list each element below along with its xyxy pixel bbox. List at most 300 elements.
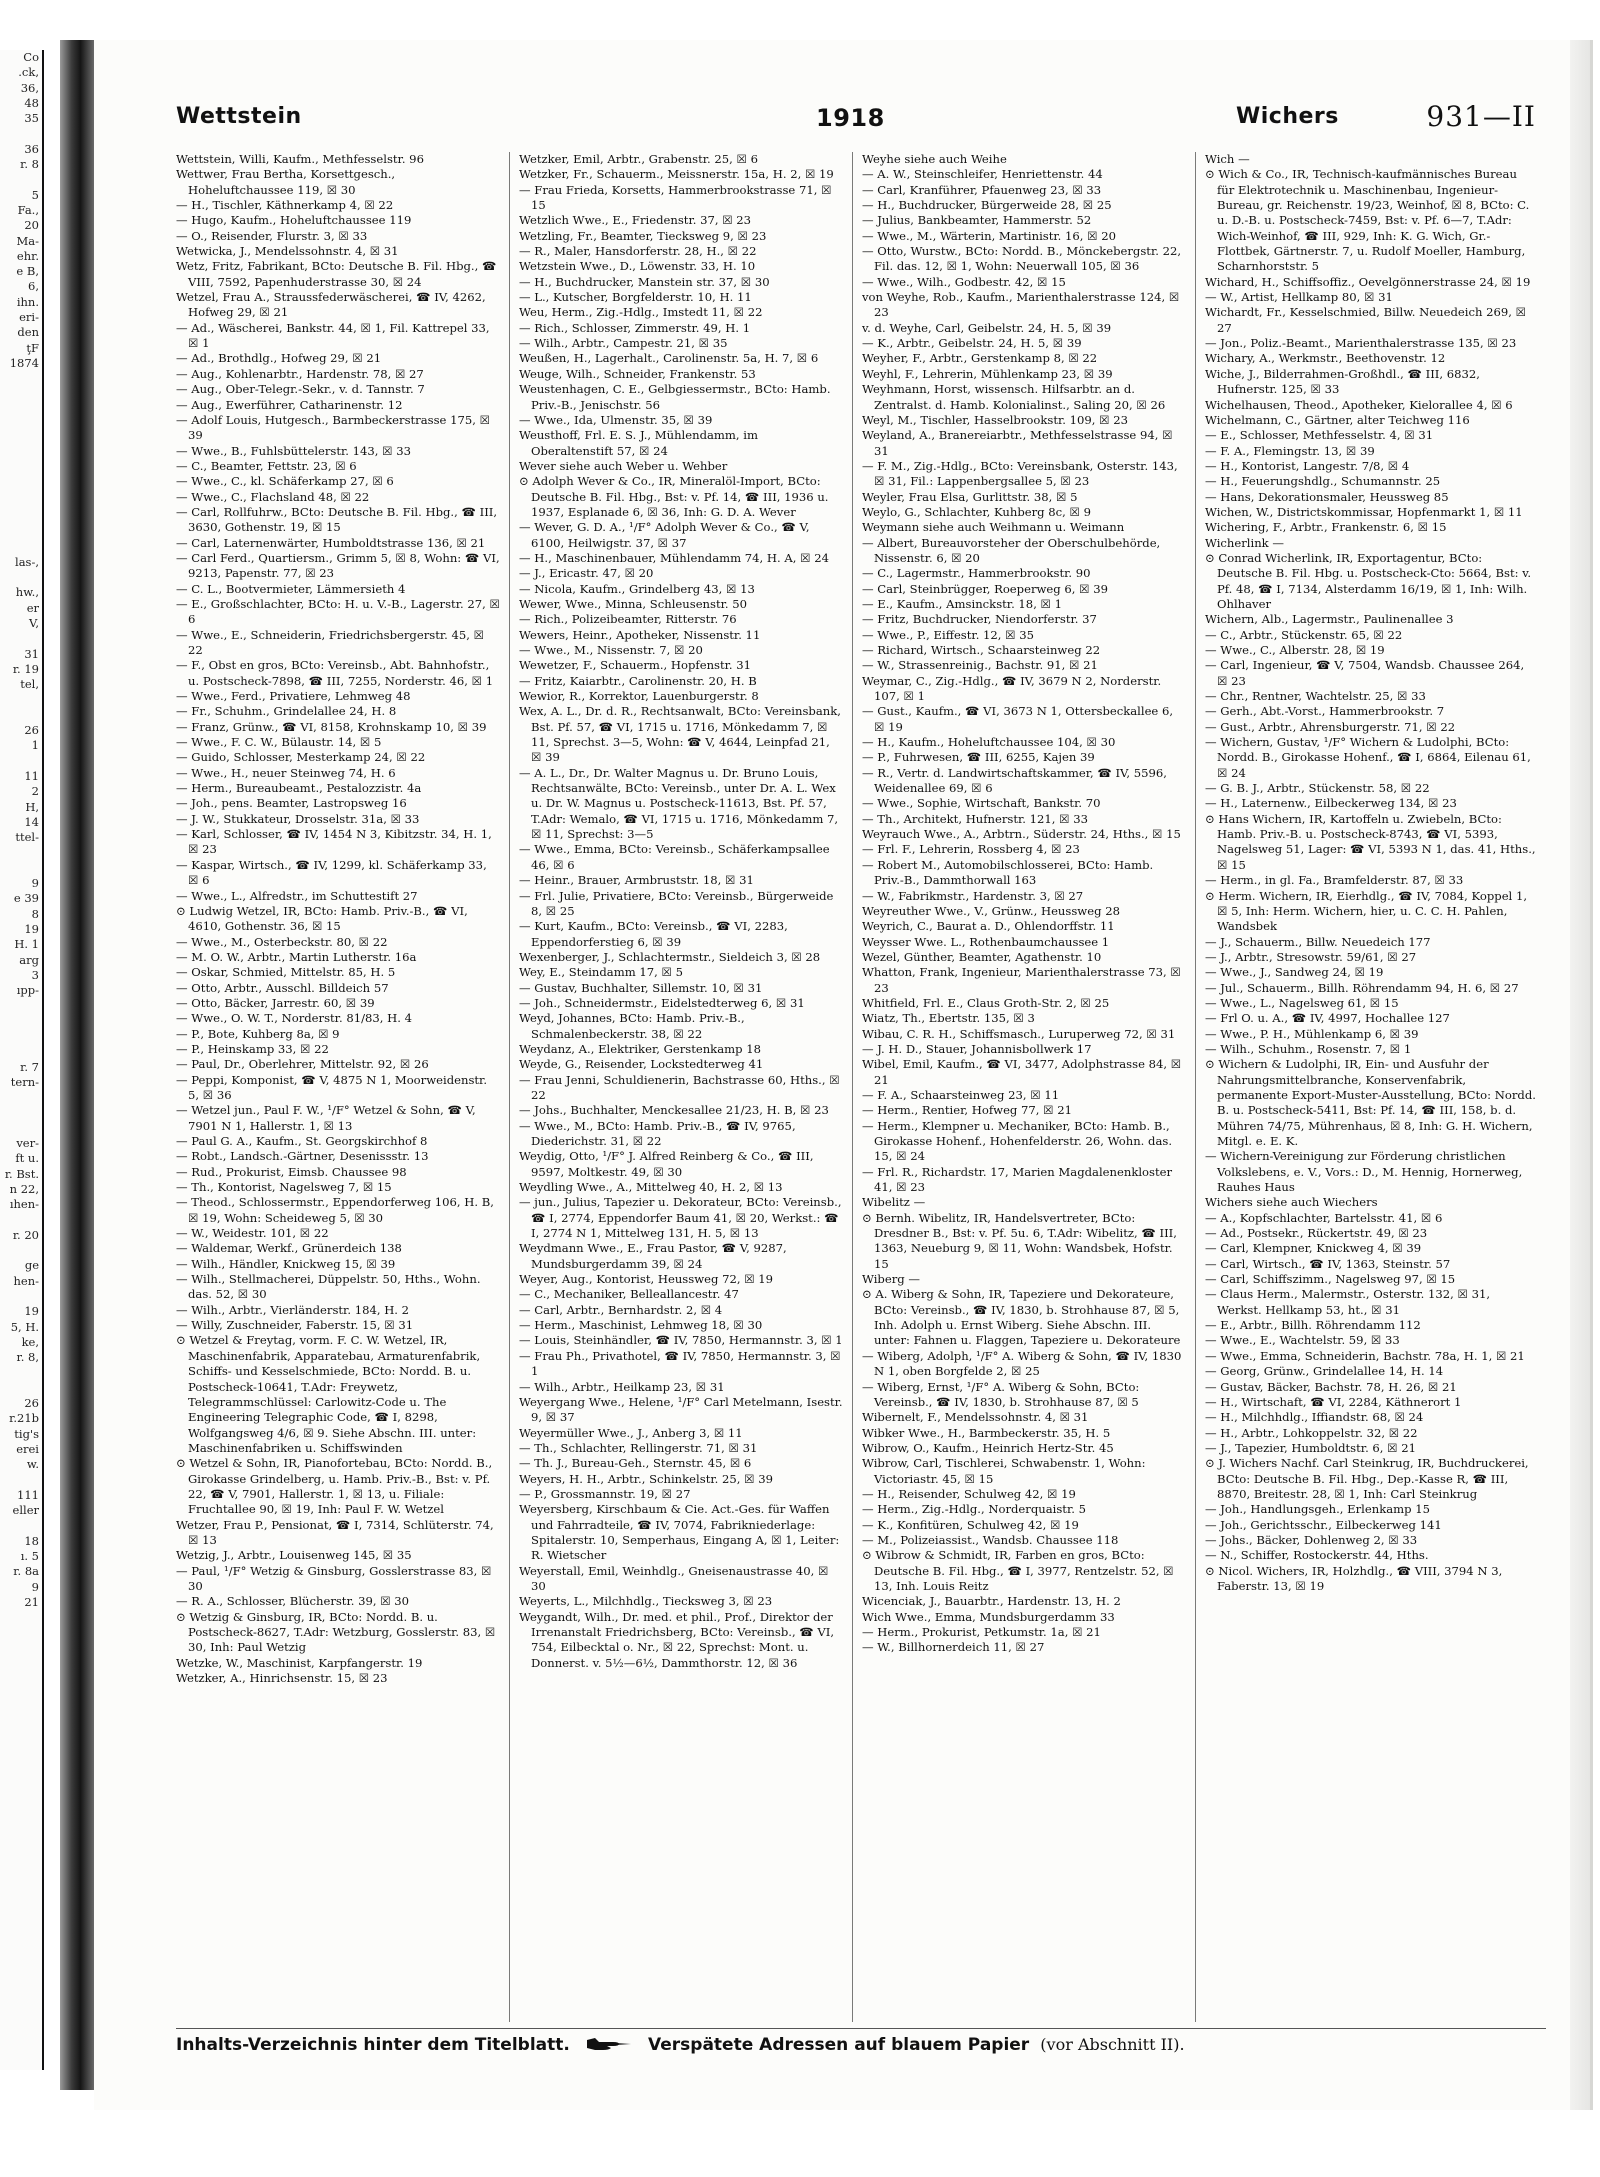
directory-entry: — Wwe., M., BCto: Hamb. Priv.-B., ☎ IV, 9765, Diederichstr. 31, ☒ 22 [519, 1118, 796, 1148]
directory-entry: Wichen, W., Districtskommissar, Hopfenmarkt 1, ☒ 11 [1205, 504, 1523, 519]
directory-entry: — Wwe., M., Osterbeckstr. 80, ☒ 22 [176, 934, 388, 949]
directory-entry: — Wwe., L., Alfredstr., im Schuttestift 27 [176, 888, 418, 903]
directory-entry: — Wwe., Sophie, Wirtschaft, Bankstr. 70 [862, 796, 1101, 811]
directory-entry: — Herm., Klempner u. Mechaniker, BCto: Hamb. B., Girokasse Hohenf., Hohenfelderstr. 26, Wohn. das. 15, ☒ 24 [862, 1118, 1173, 1164]
directory-entry: — O., Reisender, Flurstr. 3, ☒ 33 [176, 228, 368, 243]
directory-entry: Wetz, Fritz, Fabrikant, BCto: Deutsche B. Fil. Hbg., ☎ VIII, 7592, Papenhuderstrasse 30, ☒ 24 [176, 259, 497, 289]
header-left-keyword: Wettstein [176, 104, 302, 129]
previous-page-fragment [0, 754, 42, 769]
book-gutter [60, 40, 94, 2090]
directory-entry: — Albert, Bureauvorsteher der Oberschulbehörde, Nissenstr. 6, ☒ 20 [862, 535, 1161, 565]
previous-page-fragment: ver- [16, 1136, 39, 1151]
directory-entry: — Th., Schlachter, Rellingerstr. 71, ☒ 31 [519, 1440, 758, 1455]
directory-entry: — Herm., Zig.-Hdlg., Norderquaistr. 5 [862, 1502, 1086, 1517]
directory-entry: — Oskar, Schmied, Mittelstr. 85, H. 5 [176, 965, 396, 980]
column-2 [519, 152, 843, 2022]
directory-entry: — H., Kontorist, Langestr. 7/8, ☒ 4 [1205, 458, 1410, 473]
previous-page-fragment: 1874 [9, 355, 39, 370]
directory-entry: Weymar, C., Zig.-Hdlg., ☎ IV, 3679 N 2, Norderstr. 107, ☒ 1 [862, 673, 1162, 704]
directory-entry: — J. W., Stukkateur, Drosselstr. 31a, ☒ 33 [176, 811, 420, 826]
previous-page-fragment: ıpp- [16, 983, 39, 998]
directory-entry: — W., Fabrikmstr., Hardenstr. 3, ☒ 27 [862, 888, 1084, 903]
directory-entry: — Wilh., Schuhm., Rosenstr. 7, ☒ 1 [1205, 1041, 1412, 1056]
directory-entry: Wichern, Alb., Lagermstr., Paulinenallee 3 [1205, 612, 1454, 627]
directory-entry: Weyhe siehe auch Weihe [862, 152, 1007, 166]
directory-entry: Wetzstein Wwe., D., Löwenstr. 33, H. 10 [519, 259, 756, 274]
previous-page-fragment [0, 1029, 42, 1044]
directory-entry: Weysser Wwe. L., Rothenbaumchaussee 1 [862, 934, 1110, 949]
directory-entry: — A. L., Dr., Dr. Walter Magnus u. Dr. Bruno Louis, Rechtsanwälte, BCto: Vereinsb., unter Dr. A. L. Wex u. Dr. W. Magnus u. Postscheck-11613, Bst. Pf. 57, T.Adr: Wemalo, ☎ VI, 1715 u. 1716, Mönkedamm 7, ☒ 11, Sprechst: 3—5 [519, 765, 839, 842]
directory-entry: — Joh., Handlungsgeh., Erlenkamp 15 [1205, 1502, 1430, 1517]
previous-page-fragment: H, [25, 799, 39, 814]
previous-page-fragment: 31 [24, 646, 39, 661]
header-right-keyword: Wichers [1236, 104, 1339, 129]
previous-page-fragment: ihn. [16, 294, 39, 309]
previous-page-fragment [0, 708, 42, 723]
directory-entry: — Otto, Bäcker, Jarrestr. 60, ☒ 39 [176, 995, 375, 1010]
directory-entry: — Wwe., J., Sandweg 24, ☒ 19 [1205, 965, 1384, 980]
directory-entry: Weyde, G., Reisender, Lockstedterweg 41 [519, 1057, 764, 1072]
directory-entry: ⊙ Wetzel & Freytag, vorm. F. C. W. Wetzel, IR, Maschinenfabrik, Apparatebau, Armaturenfabrik, Schiffs- und Kesselschmiede, BCto: Nordd. B. u. Postscheck-10641, T.Adr: Freywetz, Telegrammschlüssel: Carlowitz-Code u. The Engineering Telegraphic Code, ☎ I, 8298, Wolfgangsweg 4/6, ☒ 9. Siehe Abschn. III. unter: Maschinenfabriken u. Schiffswinden [176, 1333, 481, 1455]
directory-entry: — Peppi, Komponist, ☎ V, 4875 N 1, Moorweidenstr. 5, ☒ 36 [176, 1072, 488, 1102]
footer-late-addresses-note: Verspätete Adressen auf blauem Papier [648, 2035, 1030, 2055]
previous-page-fragment: V, [29, 615, 39, 630]
directory-entry: — E., Schlosser, Methfesselstr. 4, ☒ 31 [1205, 428, 1434, 443]
directory-entry: — Herm., Prokurist, Petkumstr. 1a, ☒ 21 [862, 1625, 1101, 1639]
directory-entry: — A. W., Steinschleifer, Henriettenstr. 44 [862, 167, 1103, 182]
previous-page-fragment: tel, [20, 677, 39, 692]
directory-entry: — C., Beamter, Fettstr. 23, ☒ 6 [176, 458, 357, 473]
previous-page-fragment: r. 7 [20, 1059, 39, 1074]
directory-entry: ⊙ Bernh. Wibelitz, IR, Handelsvertreter, BCto: Dresdner B., Bst: v. Pf. 5u. 6, T.Adr: Wibelitz, ☎ III, 1363, Neueburg 9, ☒ 11, Wohn: Wandsbek, Hofstr. 15 [862, 1210, 1177, 1271]
directory-entry: Wibelitz — [862, 1195, 926, 1210]
directory-entry: — Wilh., Arbtr., Vierländerstr. 184, H. 2 [176, 1302, 410, 1317]
previous-page-fragment [0, 432, 42, 447]
directory-entry: — Wwe., C., Flachsland 48, ☒ 22 [176, 489, 370, 504]
directory-entry: Weyerts, L., Milchhdlg., Tiecksweg 3, ☒ 23 [519, 1594, 773, 1609]
directory-entry: Weygandt, Wilh., Dr. med. et phil., Prof., Direktor der Irrenanstalt Friedrichsberg, BCto: Vereinsb., ☎ VI, 754, Eilbecktal o. Nr., ☒ 22, Sprechst: Mont. u. Donnerst. v. 5½—6½, Dammthorstr. 12, ☒ 36 [519, 1609, 835, 1670]
directory-entry: — Julius, Bankbeamter, Hammerstr. 52 [862, 213, 1092, 228]
directory-entry: — Hans, Dekorationsmaler, Heussweg 85 [1205, 489, 1449, 504]
previous-page-fragment [0, 570, 42, 585]
directory-entry: — Wwe., Wilh., Godbestr. 42, ☒ 15 [862, 274, 1066, 289]
previous-page-fragment: arg [19, 952, 39, 967]
directory-entry: Weustenhagen, C. E., Gelbgiessermstr., BCto: Hamb. Priv.-B., Jenischstr. 56 [519, 382, 831, 412]
directory-entry: — Wwe., Emma, Schneiderin, Bachstr. 78a, H. 1, ☒ 21 [1205, 1348, 1525, 1363]
directory-entry: — M., Polizeiassist., Wandsb. Chaussee 118 [862, 1532, 1119, 1547]
directory-entry: — Carl, Klempner, Knickweg 4, ☒ 39 [1205, 1241, 1422, 1256]
previous-page-fragment: H. 1 [14, 937, 39, 952]
previous-page-fragment: er [26, 600, 39, 615]
directory-entry: — Johs., Buchhalter, Menckesallee 21/23, H. B, ☒ 23 [519, 1103, 829, 1118]
directory-entry: — Karl, Schlosser, ☎ IV, 1454 N 3, Kibitzstr. 34, H. 1, ☒ 23 [176, 827, 492, 857]
directory-entry: — Aug., Ewerführer, Catharinenstr. 12 [176, 397, 403, 412]
previous-page-fragment [0, 126, 42, 141]
previous-page-fragment: ı. 5 [20, 1549, 39, 1564]
previous-page-fragment: r. 20 [12, 1227, 39, 1242]
footer-section-ref: (vor Abschnitt II). [1040, 2035, 1185, 2054]
directory-entry: — J., Tapezier, Humboldtstr. 6, ☒ 21 [1205, 1440, 1417, 1455]
previous-page-fragment: 5 [31, 187, 39, 202]
directory-entry: — Frau Jenni, Schuldienerin, Bachstrasse 60, Hths., ☒ 22 [519, 1072, 840, 1102]
directory-entry: Wezel, Günther, Beamter, Agathenstr. 10 [862, 949, 1102, 964]
previous-page-fragment: 19 [24, 921, 39, 936]
previous-page-fragment: eller [12, 1503, 39, 1518]
previous-page-fragment [0, 509, 42, 524]
directory-entry: ⊙ Wetzel & Sohn, IR, Pianofortebau, BCto: Nordd. B., Girokasse Grindelberg, u. Hamb. Priv.-B., Bst: v. Pf. 22, ☎ V, 7901, Hallerstr. 1, ☒ 13, u. Filiale: Fruchtallee 90, ☒ 19, Inh: Paul F. W. Wetzel [176, 1456, 493, 1517]
previous-page-fragment [0, 845, 42, 860]
previous-page-fragment [0, 1044, 42, 1059]
directory-entry: Wetzker, Emil, Arbtr., Grabenstr. 25, ☒ 6 [519, 152, 758, 166]
directory-entry: — Th., Kontorist, Nagelsweg 7, ☒ 15 [176, 1180, 392, 1195]
directory-entry: — Rich., Schlosser, Zimmerstr. 49, H. 1 [519, 320, 751, 335]
directory-entry: — Fritz, Kaiarbtr., Carolinenstr. 20, H. B [519, 673, 757, 688]
directory-entry: Weyl, M., Tischler, Hasselbrookstr. 109, ☒ 23 [862, 412, 1128, 427]
previous-page-fragment: r. 19 [12, 661, 39, 676]
directory-entry: — Waldemar, Werkf., Grünerdeich 138 [176, 1241, 402, 1256]
previous-page-fragment [0, 1366, 42, 1381]
directory-entry: — Aug., Kohlenarbtr., Hardenstr. 78, ☒ 27 [176, 366, 424, 381]
previous-page-fragment: 6, [28, 279, 39, 294]
column-4 [1205, 152, 1536, 2022]
previous-page-fragment [0, 463, 42, 478]
directory-entry: — Carl, Arbtr., Bernhardstr. 2, ☒ 4 [519, 1302, 723, 1317]
directory-entry: — Wwe., P., Eiffestr. 12, ☒ 35 [862, 627, 1035, 642]
directory-entry: — F. A., Flemingstr. 13, ☒ 39 [1205, 443, 1375, 458]
directory-entry: Weyerstall, Emil, Weinhdlg., Gneisenaustrasse 40, ☒ 30 [519, 1563, 829, 1593]
directory-entry: — Paul, Dr., Oberlehrer, Mittelstr. 92, ☒ 26 [176, 1057, 429, 1072]
directory-entry: Wetzel, Frau A., Straussfederwäscherei, ☎ IV, 4262, Hofweg 29, ☒ 21 [176, 290, 486, 320]
previous-page-fragment [0, 494, 42, 509]
directory-entry: Weyersberg, Kirschbaum & Cie. Act.-Ges. für Waffen und Fahrradteile, ☎ IV, 7074, Fabrikniederlage: Spitalerstr. 10, Semperhaus, Eingang A, ☒ 1, Leiter: R. Wietscher [519, 1502, 840, 1563]
directory-entry: Wetzlich Wwe., E., Friedenstr. 37, ☒ 23 [519, 213, 752, 228]
directory-entry: — Ad., Postsekr., Rückertstr. 49, ☒ 23 [1205, 1226, 1428, 1241]
previous-page-fragment: ehr. [16, 248, 39, 263]
previous-page-fragment [0, 387, 42, 402]
directory-entry: — Heinr., Brauer, Armbruststr. 18, ☒ 31 [519, 873, 754, 888]
directory-entry: ⊙ Wetzig & Ginsburg, IR, BCto: Nordd. B. u. Postscheck-8627, T.Adr: Wetzburg, Gosslerstr. 83, ☒ 30, Inh: Paul Wetzig [176, 1609, 496, 1655]
previous-page-fragment [0, 1519, 42, 1534]
directory-entry: — J. H. D., Stauer, Johannisbollwerk 17 [862, 1041, 1092, 1056]
directory-entry: — Wilh., Arbtr., Heilkamp 23, ☒ 31 [519, 1379, 725, 1394]
directory-entry: Wichary, A., Werkmstr., Beethovenstr. 12 [1205, 351, 1446, 366]
directory-entry: — Wiberg, Adolph, ¹/F° A. Wiberg & Sohn, ☎ IV, 1830 N 1, oben Borgfelde 2, ☒ 25 [862, 1348, 1182, 1379]
previous-page-fragment: ttel- [15, 830, 39, 845]
directory-entry: Wewer, Wwe., Minna, Schleusenstr. 50 [519, 596, 748, 611]
previous-page-fragment: Ma- [16, 233, 39, 248]
previous-page-fragment: 26 [24, 1396, 39, 1411]
directory-entry: — Wilh., Stellmacherei, Düppelstr. 50, Hths., Wohn. das. 52, ☒ 30 [176, 1272, 481, 1302]
previous-page-fragment: hen- [13, 1273, 39, 1288]
directory-entry: — Carl, Ingenieur, ☎ V, 7504, Wandsb. Chaussee 264, ☒ 23 [1205, 658, 1525, 688]
directory-entry: Weydig, Otto, ¹/F° J. Alfred Reinberg & Co., ☎ III, 9597, Moltkestr. 49, ☒ 30 [519, 1149, 814, 1179]
directory-entry: — P., Grossmannstr. 19, ☒ 27 [519, 1486, 691, 1501]
previous-page-fragment: 21 [24, 1594, 39, 1609]
directory-entry: ⊙ Wibrow & Schmidt, IR, Farben en gros, BCto: Deutsche B. Fil. Hbg., ☎ I, 3977, Rentzelstr. 52, ☒ 13, Inh. Louis Reitz [862, 1548, 1174, 1593]
directory-entry: — Gustav, Buchhalter, Sillemstr. 10, ☒ 31 [519, 980, 763, 995]
directory-entry: — Fritz, Buchdrucker, Niendorferstr. 37 [862, 612, 1097, 627]
column-1 [176, 152, 500, 2022]
directory-entry: Wibau, C. R. H., Schiffsmasch., Luruperweg 72, ☒ 31 [862, 1026, 1176, 1041]
directory-entry: — H., Maschinenbauer, Mühlendamm 74, H. A, ☒ 24 [519, 550, 829, 565]
previous-page-fragment: 9 [31, 1579, 39, 1594]
directory-entry: — H., Tischler, Käthnerkamp 4, ☒ 22 [176, 198, 394, 213]
directory-entry: — Wwe., E., Schneiderin, Friedrichsbergerstr. 45, ☒ 22 [176, 627, 485, 657]
directory-entry: ⊙ Nicol. Wichers, IR, Holzhdlg., ☎ VIII, 3794 N 3, Faberstr. 13, ☒ 19 [1205, 1563, 1503, 1593]
directory-entry: Weusthoff, Frl. E. S. J., Mühlendamm, im Oberaltenstift 57, ☒ 24 [519, 428, 758, 458]
directory-entry: Weymann siehe auch Weihmann u. Weimann [862, 520, 1125, 535]
previous-page-fragment: tern- [10, 1074, 39, 1089]
directory-entry: — Carl, Laternenwärter, Humboldtstrasse 136, ☒ 21 [176, 535, 486, 550]
directory-entry: von Weyhe, Rob., Kaufm., Marienthalerstrasse 124, ☒ 23 [862, 290, 1180, 320]
directory-entry: — E., Kaufm., Amsinckstr. 18, ☒ 1 [862, 596, 1063, 611]
directory-entry: Wichering, F., Arbtr., Frankenstr. 6, ☒ 15 [1205, 520, 1447, 535]
directory-entry: — K., Konfitüren, Schulweg 42, ☒ 19 [862, 1517, 1079, 1532]
directory-entry: — Carl, Wirtsch., ☎ IV, 1363, Steinstr. 57 [1205, 1256, 1451, 1271]
directory-entry: Weylo, G., Schlachter, Kuhberg 8c, ☒ 9 [862, 504, 1091, 519]
directory-columns [176, 152, 1536, 2022]
previous-page-fragment [0, 1381, 42, 1396]
directory-entry: — Frl O. u. A., ☎ IV, 4997, Hochallee 127 [1205, 1011, 1450, 1026]
directory-entry: — Gust., Arbtr., Ahrensburgerstr. 71, ☒ 22 [1205, 719, 1456, 734]
directory-entry: ⊙ Hans Wichern, IR, Kartoffeln u. Zwiebeln, BCto: Hamb. Priv.-B. u. Postscheck-8743, ☎ VI, 5393, Nagelsweg 51, Lager: ☎ VI, 5393 N 1, das. 41, Hths., ☒ 15 [1205, 811, 1536, 872]
directory-entry: — H., Milchhdlg., Iffiandstr. 68, ☒ 24 [1205, 1410, 1424, 1425]
directory-entry: — Frl. R., Richardstr. 17, Marien Magdalenenkloster 41, ☒ 23 [862, 1164, 1173, 1195]
directory-entry: ⊙ Wichern & Ludolphi, IR, Ein- und Ausfuhr der Nahrungsmittelbranche, Konservenfabrik, permanente Export-Muster-Ausstellung, BCto: Nordd. B. u. Postscheck-5411, Bst: Pf. 14, ☎ III, 158, b. d. Mühren 74/75, Mührenhaus, ☒ 8, Inh: G. H. Wichern, Mitgl. e. E. K. [1205, 1057, 1536, 1148]
previous-page-fragment: 8 [31, 906, 39, 921]
previous-page-fragment: r. Bst. [4, 1166, 39, 1181]
previous-page-fragment [0, 540, 42, 555]
directory-entry: — Joh., Schneidermstr., Eidelstedterweg 6, ☒ 31 [519, 995, 805, 1010]
directory-entry: Wey, E., Steindamm 17, ☒ 5 [519, 965, 683, 980]
directory-entry: — Carl, Rollfuhrw., BCto: Deutsche B. Fil. Hbg., ☎ III, 3630, Gothenstr. 19, ☒ 15 [176, 504, 498, 535]
previous-page-fragment: ţF [26, 340, 39, 355]
directory-entry: — Th. J., Bureau-Geh., Sternstr. 45, ☒ 6 [519, 1456, 752, 1471]
previous-page-fragment: e B, [16, 264, 39, 279]
directory-entry: — Wilh., Händler, Knickweg 15, ☒ 39 [176, 1256, 396, 1271]
previous-page-fragment [0, 417, 42, 432]
previous-page-fragment: 11 [24, 768, 39, 783]
previous-page-fragment: .ck, [18, 65, 39, 80]
directory-entry: — Carl, Schiffszimm., Nagelsweg 97, ☒ 15 [1205, 1272, 1456, 1287]
directory-entry: — E., Arbtr., Billh. Röhrendamm 112 [1205, 1318, 1421, 1333]
previous-page-fragment [0, 1090, 42, 1105]
directory-entry: — Wwe., F. C. W., Bülaustr. 14, ☒ 5 [176, 735, 382, 750]
directory-entry: — Claus Herm., Malermstr., Osterstr. 132, ☒ 31, Werkst. Hellkamp 53, ht., ☒ 31 [1205, 1287, 1491, 1317]
directory-entry: — Otto, Wurstw., BCto: Nordd. B., Mönckebergstr. 22, Fil. das. 12, ☒ 1, Wohn: Neuerwall 105, ☒ 36 [862, 244, 1182, 274]
directory-entry: Wex, A. L., Dr. d. R., Rechtsanwalt, BCto: Vereinsbank, Bst. Pf. 57, ☎ VI, 1715 u. 1716, Mönkedamm 7, ☒ 11, Sprechst. 3—5, Wohn: ☎ V, 4644, Leinpfad 21, ☒ 39 [519, 704, 841, 765]
directory-entry: Wexenberger, J., Schlachtermstr., Sieldeich 3, ☒ 28 [519, 949, 821, 964]
directory-entry: — Jul., Schauerm., Billh. Röhrendamm 94, H. 6, ☒ 27 [1205, 980, 1519, 995]
previous-page-fragment [0, 692, 42, 707]
directory-entry: Wibel, Emil, Kaufm., ☎ VI, 3477, Adolphstrasse 84, ☒ 21 [862, 1057, 1182, 1087]
directory-entry: Weyermüller Wwe., J., Anberg 3, ☒ 11 [519, 1425, 743, 1440]
directory-entry: — Wwe., C., kl. Schäferkamp 27, ☒ 6 [176, 474, 394, 489]
previous-page-fragment: 48 [24, 95, 39, 110]
previous-page-fragment [0, 998, 42, 1013]
directory-entry: Wichard, H., Schiffsoffiz., Oevelgönnerstrasse 24, ☒ 19 [1205, 274, 1531, 289]
directory-entry: Weyler, Frau Elsa, Gurlittstr. 38, ☒ 5 [862, 489, 1078, 504]
previous-page-fragment: 36, [20, 80, 39, 95]
directory-entry: — Wwe., H., neuer Steinweg 74, H. 6 [176, 765, 396, 780]
footer-index-note: Inhalts-Verzeichnis hinter dem Titelblatt. [176, 2035, 570, 2055]
directory-entry: — Wwe., B., Fuhlsbüttelerstr. 143, ☒ 33 [176, 443, 412, 458]
previous-page-fragment [0, 448, 42, 463]
directory-entry: — J., Ericastr. 47, ☒ 20 [519, 566, 654, 581]
directory-entry: — G. B. J., Arbtr., Stückenstr. 58, ☒ 22 [1205, 781, 1430, 796]
directory-entry: Wiche, J., Bilderrahmen-Großhdl., ☎ III, 6832, Hufnerstr. 125, ☒ 33 [1205, 366, 1480, 397]
directory-entry: — Herm., Rentier, Hofweg 77, ☒ 21 [862, 1103, 1072, 1118]
directory-entry: — J., Arbtr., Stresowstr. 59/61, ☒ 27 [1205, 949, 1417, 964]
directory-entry: Wicherlink — [1205, 535, 1284, 550]
previous-page-fragment [0, 861, 42, 876]
page-footer [176, 2028, 1546, 2071]
directory-entry: Wiberg — [862, 1272, 920, 1287]
directory-entry: Wettwer, Frau Bertha, Korsettgesch., Hoheluftchaussee 119, ☒ 30 [176, 167, 396, 197]
previous-page-fragment: ge [24, 1258, 39, 1273]
page-number: 931—II [1426, 100, 1536, 133]
directory-entry: — J., Schauerm., Billw. Neuedeich 177 [1205, 934, 1431, 949]
previous-page-fragment: 9 [31, 876, 39, 891]
directory-entry: Wetzke, W., Maschinist, Karpfangerstr. 19 [176, 1655, 423, 1670]
directory-entry: — Otto, Arbtr., Ausschl. Billdeich 57 [176, 980, 389, 995]
directory-entry: — Herm., in gl. Fa., Bramfelderstr. 87, ☒ 33 [1205, 873, 1464, 888]
previous-page-fragment [0, 1289, 42, 1304]
directory-entry: — F. M., Zig.-Hdlg., BCto: Vereinsbank, Osterstr. 143, ☒ 31, Fil.: Lappenbergsallee 5, ☒ 23 [862, 458, 1178, 489]
directory-entry: — Wever, G. D. A., ¹/F° Adolph Wever & Co., ☎ V, 6100, Heilwigstr. 37, ☒ 37 [519, 520, 810, 550]
directory-entry: — Rud., Prokurist, Eimsb. Chaussee 98 [176, 1164, 407, 1179]
directory-entry: Wibrow, Carl, Tischlerei, Schwabenstr. 1, Wohn: Victoriastr. 45, ☒ 15 [862, 1456, 1146, 1486]
directory-entry: — H., Kaufm., Hoheluftchaussee 104, ☒ 30 [862, 735, 1116, 750]
directory-entry: — R. A., Schlosser, Blücherstr. 39, ☒ 30 [176, 1594, 410, 1609]
directory-entry: Weußen, H., Lagerhalt., Carolinenstr. 5a, H. 7, ☒ 6 [519, 351, 819, 366]
previous-page-fragment: tig's [14, 1426, 39, 1441]
directory-entry: — Wwe., M., Wärterin, Martinistr. 16, ☒ 20 [862, 228, 1117, 243]
directory-entry: — R., Maler, Hansdorferstr. 28, H., ☒ 22 [519, 244, 757, 259]
previous-page-fragment: 14 [24, 814, 39, 829]
directory-page [94, 40, 1593, 2110]
directory-entry: — Wilh., Arbtr., Campestr. 21, ☒ 35 [519, 336, 728, 351]
directory-entry: Wich Wwe., Emma, Mundsburgerdamm 33 [862, 1609, 1115, 1624]
directory-entry: — K., Arbtr., Geibelstr. 24, H. 5, ☒ 39 [862, 336, 1082, 351]
directory-entry: Weyrauch Wwe., A., Arbtrn., Süderstr. 24, Hths., ☒ 15 [862, 827, 1181, 842]
directory-entry: — Theod., Schlossermstr., Eppendorferweg 106, H. B, ☒ 19, Wohn: Scheideweg 5, ☒ 30 [176, 1195, 494, 1225]
directory-entry: — Joh., Gerichtsschr., Eilbeckerweg 141 [1205, 1517, 1442, 1532]
directory-entry: — H., Arbtr., Lohkoppelstr. 32, ☒ 22 [1205, 1425, 1418, 1440]
previous-page-fragment [0, 524, 42, 539]
column-3 [862, 152, 1186, 2022]
previous-page-fragment: r. 8a [13, 1564, 39, 1579]
previous-page-fragment: ıhen- [9, 1197, 39, 1212]
directory-entry: — Gustav, Bäcker, Bachstr. 78, H. 26, ☒ 21 [1205, 1379, 1457, 1394]
previous-page-fragment [0, 402, 42, 417]
column-divider [1195, 152, 1196, 2022]
directory-entry: — H., Reisender, Schulweg 42, ☒ 19 [862, 1486, 1076, 1501]
directory-entry: Weyd, Johannes, BCto: Hamb. Priv.-B., Schmalenbeckerstr. 38, ☒ 22 [519, 1011, 745, 1041]
column-divider [509, 152, 510, 2022]
previous-page-fragment: 1 [31, 738, 39, 753]
directory-entry: Wetwicka, J., Mendelssohnstr. 4, ☒ 31 [176, 244, 399, 259]
directory-entry: — Wwe., Ida, Ulmenstr. 35, ☒ 39 [519, 412, 713, 427]
directory-entry: Wetzling, Fr., Beamter, Tiecksweg 9, ☒ 23 [519, 228, 767, 243]
page-edge [1570, 40, 1590, 2110]
directory-entry: Weyer, Aug., Kontorist, Heussweg 72, ☒ 19 [519, 1272, 774, 1287]
previous-page-fragment: e 39 [13, 891, 39, 906]
directory-entry: ⊙ Conrad Wicherlink, IR, Exportagentur, BCto: Deutsche B. Fil. Hbg. u. Postscheck-Cto: 5664, Bst: v. Pf. 48, ☎ I, 7134, Alsterdamm 16/19, ☒ 1, Inh: Wilh. Ohlhaver [1205, 550, 1532, 611]
previous-page-fragment [0, 1243, 42, 1258]
previous-page-fragment: 18 [24, 1533, 39, 1548]
directory-entry: — Wwe., M., Nissenstr. 7, ☒ 20 [519, 643, 703, 657]
directory-entry: — Kurt, Kaufm., BCto: Vereinsb., ☎ VI, 2283, Eppendorferstieg 6, ☒ 39 [519, 919, 788, 949]
directory-entry: — Carl, Steinbrügger, Roeperweg 6, ☒ 39 [862, 581, 1108, 596]
previous-page-fragment: 19 [24, 1304, 39, 1319]
directory-entry: Wichelhausen, Theod., Apotheker, Kieloralleе 4, ☒ 6 [1205, 397, 1513, 412]
directory-entry: Wibrow, O., Kaufm., Heinrich Hertz-Str. 45 [862, 1440, 1114, 1455]
directory-entry: Weydanz, A., Elektriker, Gerstenkamp 18 [519, 1041, 761, 1056]
directory-entry: — Fr., Schuhm., Grindelallee 24, H. 8 [176, 704, 397, 719]
previous-page-fragment: r. 8 [20, 157, 39, 172]
directory-entry: — H., Laternenw., Eilbeckerweg 134, ☒ 23 [1205, 796, 1457, 811]
directory-entry: — Carl Ferd., Quartiersm., Grimm 5, ☒ 8, Wohn: ☎ VI, 9213, Papenstr. 77, ☒ 23 [176, 550, 500, 581]
running-header [176, 100, 1536, 150]
previous-page-fragment: ft u. [15, 1151, 39, 1166]
header-year: 1918 [816, 104, 885, 132]
directory-entry: — P., Heinskamp 33, ☒ 22 [176, 1041, 329, 1056]
directory-entry: — W., Artist, Hellkamp 80, ☒ 31 [1205, 290, 1393, 305]
directory-entry: — Joh., pens. Beamter, Lastropsweg 16 [176, 796, 407, 811]
directory-entry: ⊙ A. Wiberg & Sohn, IR, Tapeziere und Dekorateure, BCto: Vereinsb., ☎ IV, 1830, b. Strohhause 87, ☒ 5, Inh. Adolph u. Ernst Wiberg. Siehe Abschn. III. unter: Fahnen u. Flaggen, Tapeziere u. Dekorateure [862, 1287, 1181, 1348]
directory-entry: — E., Großschlachter, BCto: H. u. V.-B., Lagerstr. 27, ☒ 6 [176, 596, 500, 627]
directory-entry: — C., Mechaniker, Belleallancestr. 47 [519, 1287, 739, 1302]
previous-page-fragment: eri- [19, 310, 39, 325]
directory-entry: — Ad., Brothdlg., Hofweg 29, ☒ 21 [176, 351, 382, 366]
directory-entry: — N., Schiffer, Rostockerstr. 44, Hths. [1205, 1548, 1429, 1563]
directory-entry: Wichardt, Fr., Kesselschmied, Billw. Neuedeich 269, ☒ 27 [1205, 305, 1527, 335]
directory-entry: Wiatz, Th., Ebertstr. 135, ☒ 3 [862, 1011, 1035, 1026]
directory-entry: — P., Bote, Kuhberg 8a, ☒ 9 [176, 1026, 340, 1041]
directory-entry: — Wiberg, Ernst, ¹/F° A. Wiberg & Sohn, BCto: Vereinsb., ☎ IV, 1830, b. Strohhause 87, ☒ 5 [862, 1379, 1140, 1409]
previous-page-fragment: 36 [24, 141, 39, 156]
directory-entry: — Wwe., Ferd., Privatiere, Lehmweg 48 [176, 689, 411, 704]
previous-page-fragment [0, 1121, 42, 1136]
directory-entry: Weyrich, C., Baurat a. D., Ohlendorffstr. 11 [862, 919, 1115, 934]
previous-page-fragment: n 22, [9, 1181, 39, 1196]
directory-entry: — Carl, Kranführer, Pfauenweg 23, ☒ 33 [862, 182, 1102, 197]
directory-entry: — Johs., Bäcker, Dohlenweg 2, ☒ 33 [1205, 1532, 1418, 1547]
directory-entry: — Robt., Landsch.-Gärtner, Desenissstr. 13 [176, 1149, 429, 1164]
previous-page-fragment: 35 [24, 111, 39, 126]
directory-entry: — Th., Architekt, Hufnerstr. 121, ☒ 33 [862, 811, 1089, 826]
directory-entry: Wever siehe auch Weber u. Wehber [519, 458, 728, 473]
directory-entry: — Frau Ph., Privathotel, ☎ IV, 7850, Hermannstr. 3, ☒ 1 [519, 1348, 841, 1379]
previous-page-fragment: Co [23, 50, 39, 64]
directory-entry: v. d. Weyhe, Carl, Geibelstr. 24, H. 5, ☒ 39 [862, 320, 1112, 335]
previous-page-fragment: den [17, 325, 39, 340]
previous-page-fragment: 26 [24, 723, 39, 738]
directory-entry: — Adolf Louis, Hutgesch., Barmbeckerstrasse 175, ☒ 39 [176, 412, 490, 443]
directory-entry: — C., Arbtr., Stückenstr. 65, ☒ 22 [1205, 627, 1403, 642]
directory-entry: — Wwe., C., Alberstr. 28, ☒ 19 [1205, 643, 1385, 657]
previous-page-fragment: 2 [31, 784, 39, 799]
directory-entry: Wetzer, Frau P., Pensionat, ☎ I, 7314, Schlüterstr. 74, ☒ 13 [176, 1517, 494, 1547]
previous-page-fragment: las-, [15, 554, 39, 569]
directory-entry: Weu, Herm., Zig.-Hdlg., Imstedt 11, ☒ 22 [519, 305, 763, 320]
directory-entry: — W., Strassenreinig., Bachstr. 91, ☒ 21 [862, 658, 1098, 673]
directory-entry: Weuge, Wilh., Schneider, Frankenstr. 53 [519, 366, 756, 381]
directory-entry: ⊙ Ludwig Wetzel, IR, BCto: Hamb. Priv.-B., ☎ VI, 4610, Gothenstr. 36, ☒ 15 [176, 903, 468, 934]
previous-page-fragment: 20 [24, 218, 39, 233]
directory-entry: — Paul G. A., Kaufm., St. Georgskirchhof 8 [176, 1134, 428, 1148]
